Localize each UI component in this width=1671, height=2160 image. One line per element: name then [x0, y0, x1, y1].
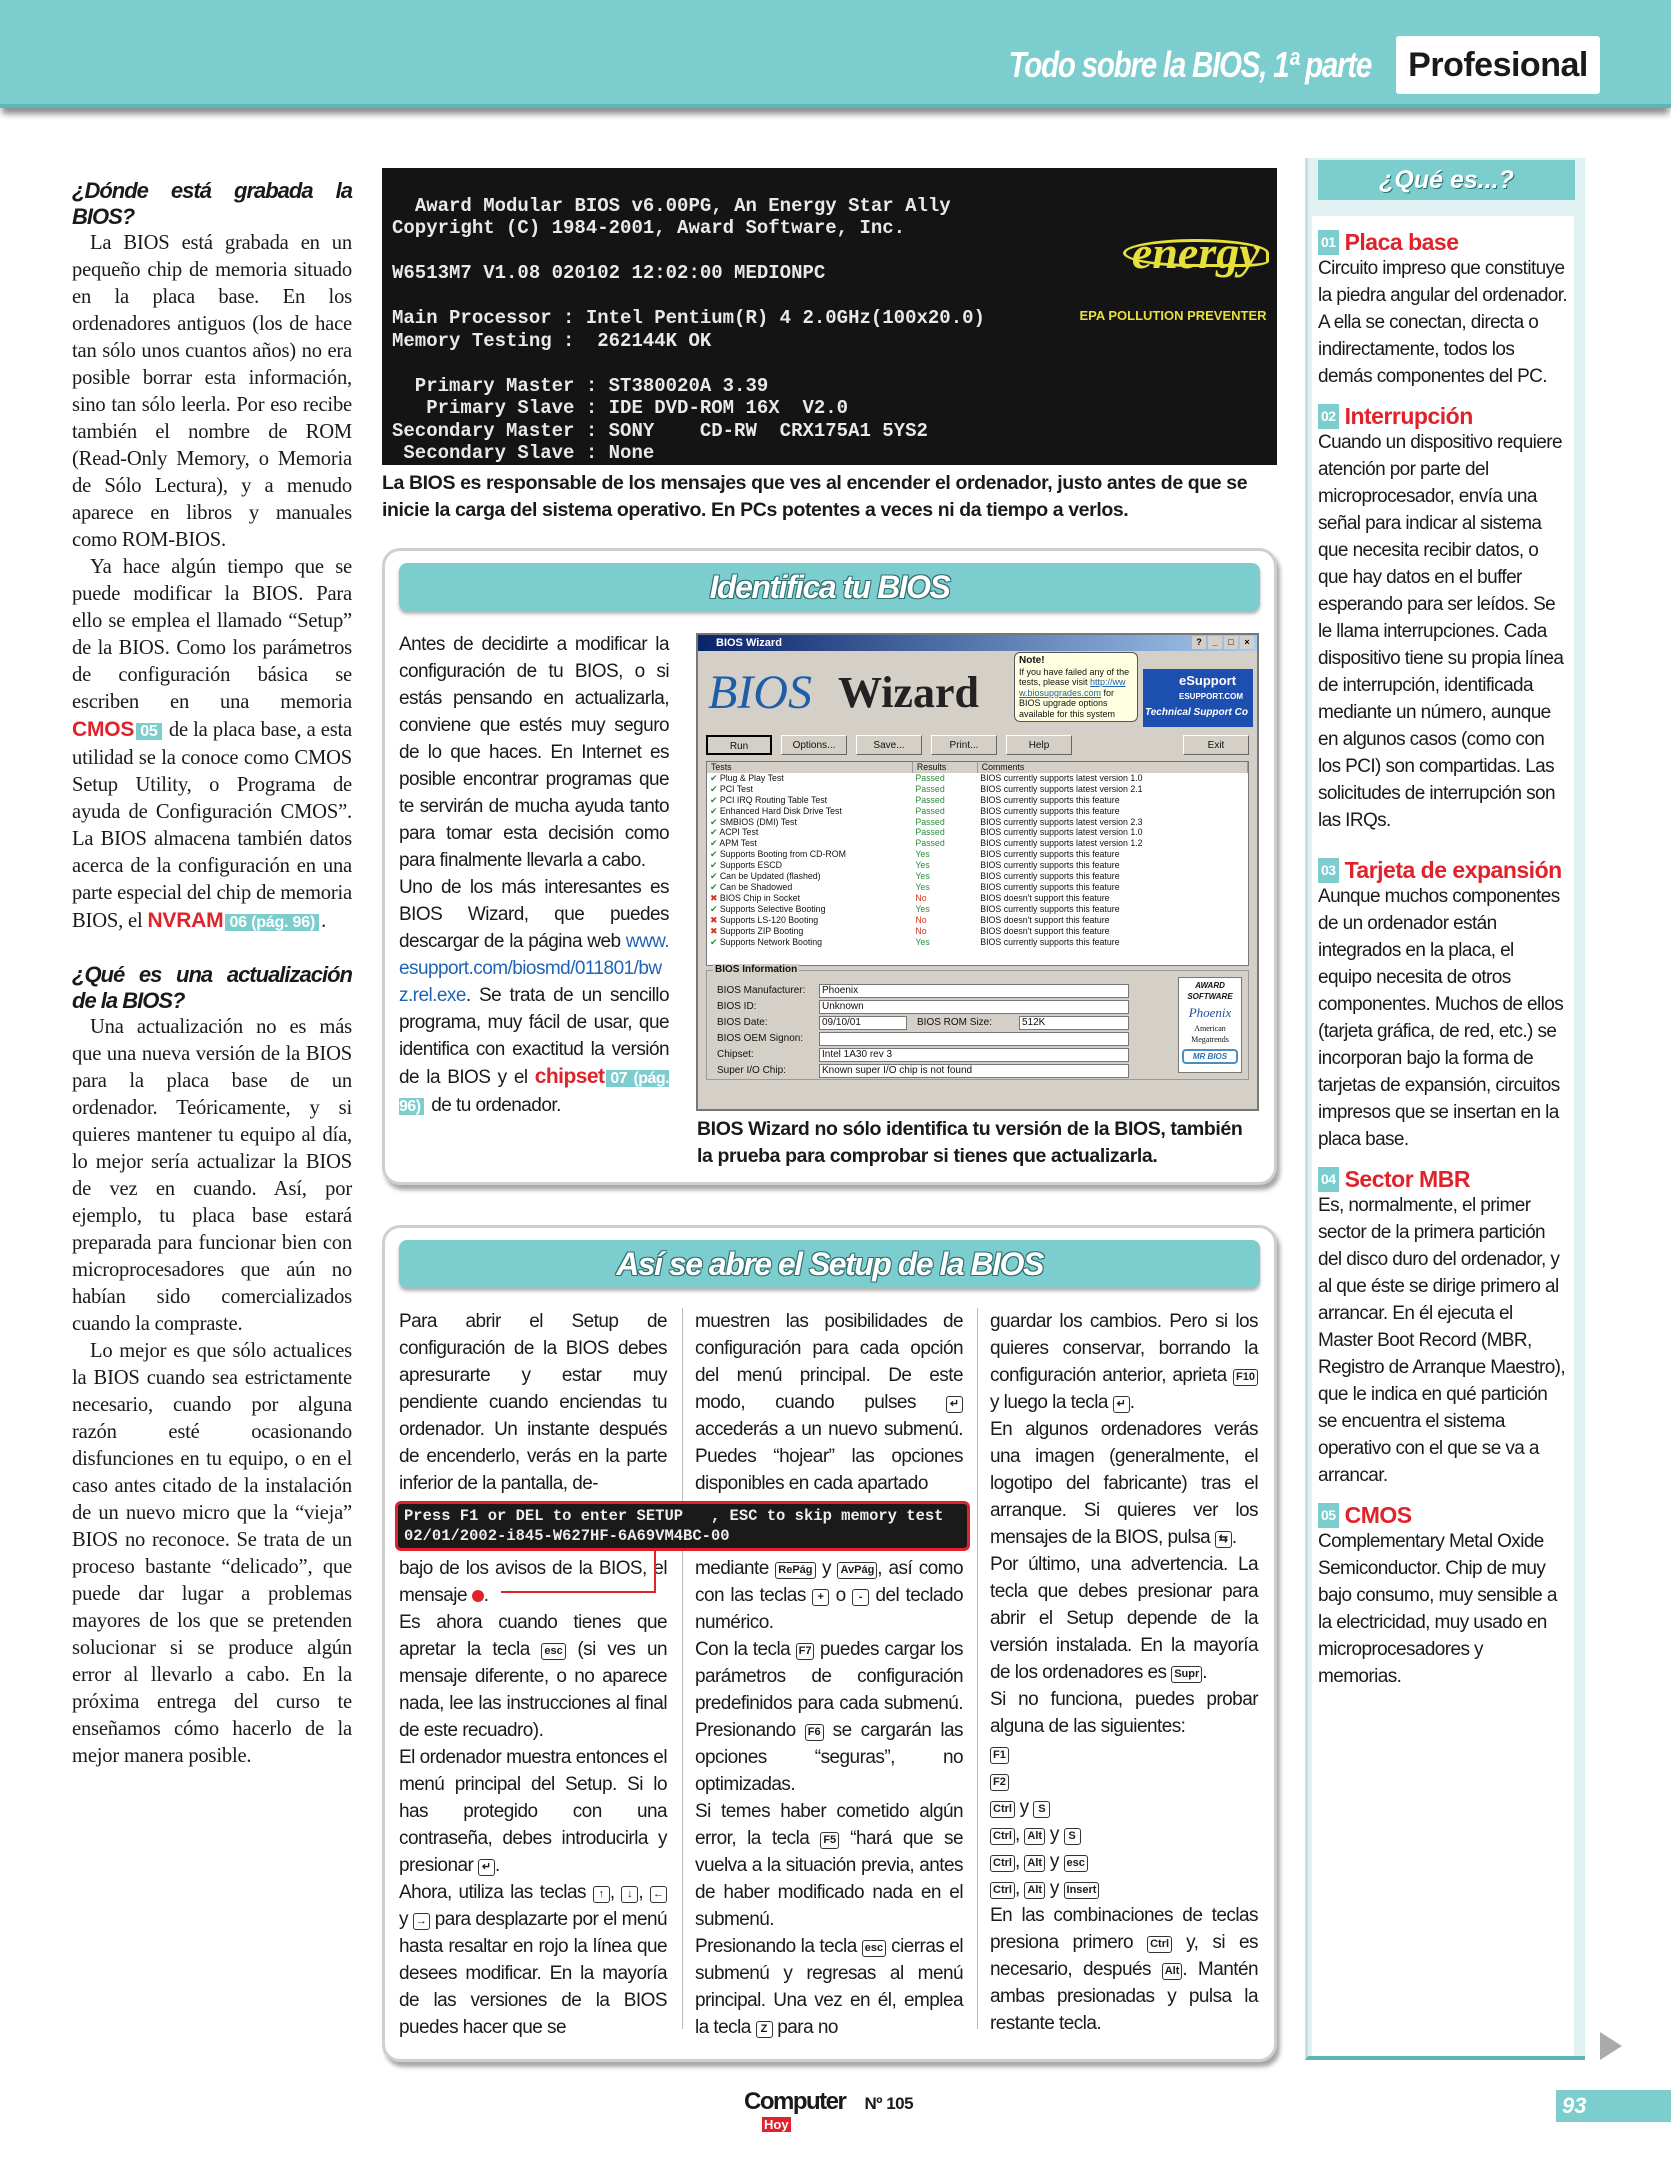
term-definition: Complementary Metal Oxide Semiconductor. Chip de muy bajo consumo, muy sensible a la electricidad, muy usado en microprocesadores y memorias. — [1318, 1531, 1557, 1687]
key-icon: Ctrl — [990, 1801, 1015, 1818]
text: y, si es necesario, después — [990, 1932, 1259, 1980]
text: Si no funciona, puedes probar alguna de las siguientes: — [990, 1689, 1258, 1737]
key-icon: S — [1064, 1828, 1081, 1845]
text: Si temes haber cometido algún error, la tecla — [695, 1801, 963, 1849]
key-icon: esc — [1064, 1855, 1088, 1872]
section-badge: Profesional — [1396, 36, 1600, 94]
text: Con la tecla — [695, 1639, 796, 1660]
paragraph — [695, 1555, 963, 1636]
text: . Mantén ambas presionadas y pulsa la restante tecla. — [990, 1959, 1258, 2034]
table-row[interactable]: ✔ Supports Booting from CD-ROM Yes BIOS currently supports this feature — [710, 849, 1120, 860]
next-page-arrow-icon — [1600, 2032, 1622, 2060]
print-button[interactable]: Print... — [931, 735, 997, 755]
table-row[interactable]: ✔ Supports Selective Booting Yes BIOS currently supports this feature — [710, 903, 1120, 914]
term-name: Placa base — [1344, 229, 1459, 255]
glossary-ref-badge: 06 (pág. 96) — [225, 914, 319, 931]
text: (si ves un mensaje diferente, o no aparece nada, lee las instrucciones al final de este recuadro). — [399, 1639, 667, 1741]
wizard-caption: BIOS Wizard no sólo identifica tu versión de la BIOS, también la prueba para comprobar si tienes que actualizarla. — [697, 1118, 1243, 1167]
glossary-ref-badge: 07 (pág. 96) — [399, 1070, 669, 1115]
text: . — [1231, 1527, 1237, 1548]
key-icon: RePág — [775, 1562, 815, 1579]
text: se cargarán las opciones “seguras”, no optimizadas. — [695, 1720, 963, 1795]
key-icon: F5 — [820, 1832, 839, 1849]
text: . Se trata de un sencillo programa, muy fácil de usar, que identifica con exactitud la versión de la BIOS y el — [399, 985, 669, 1088]
bios-screen-caption: La BIOS es responsable de los mensajes que ves al encender el ordenador, justo antes de que se inicie la carga del sistema operativo. En PCs potentes a veces ni da tiempo a verlos. — [382, 472, 1248, 521]
super-io-field[interactable]: Known super I/O chip is not found — [819, 1064, 1129, 1078]
text: “hará que se vuelva a la situación previa, antes de haber modificado nada en el submenú. — [695, 1828, 963, 1930]
paragraph — [695, 1636, 963, 1798]
table-row[interactable]: ✔ Plug & Play Test Passed BIOS currently supports latest version 1.0 — [710, 772, 1143, 783]
key-icon: F6 — [805, 1724, 824, 1741]
text: para desplazarte por el menú hasta resaltar en rojo la línea que desees modificar. En la mayoría de las versiones de la BIOS puedes hacer que se — [399, 1909, 667, 2038]
check-icon: ✔ — [710, 783, 718, 794]
key-icon: ← — [650, 1886, 667, 1903]
paragraph — [990, 1308, 1258, 1416]
check-icon: ✔ — [710, 816, 718, 827]
text: Una actualización no es más que una nueva versión de la BIOS para la placa base de un ordenador. Teóricamente, y si quieres mantener tu equipo al día, lo mejor sería actualizar la BIOS de vez en cuando. Así, por ejemplo, tu placa base estará preparada para funcionar bien con microprocesadores que aún no habían sido comercializados cuando la compraste. — [72, 1016, 352, 1335]
key-icon: Alt — [1024, 1828, 1045, 1845]
paragraph — [399, 1744, 667, 1879]
text: Antes de decidirte a modificar la configuración de tu BIOS, o si estás pensando en actualizarla, conviene que estés muy seguro de lo que haces. En Internet es posible encontrar programas que te servirán de mucha ayuda tanto para tomar esta decisión como para finalmente llevarla a cabo. — [399, 634, 669, 871]
left-column — [72, 172, 352, 1770]
check-icon: ✔ — [710, 849, 718, 860]
check-icon: ✔ — [710, 903, 718, 914]
table-row[interactable]: ✔ Enhanced Hard Disk Drive Test Passed BIOS currently supports this feature — [710, 805, 1120, 816]
check-icon: ✔ — [710, 794, 718, 805]
save-button[interactable]: Save... — [856, 735, 922, 755]
text: Ahora, utiliza las teclas — [399, 1882, 593, 1903]
check-icon: ✔ — [710, 772, 718, 783]
key-icon: Insert — [1064, 1882, 1100, 1899]
table-row[interactable]: ✔ Can be Shadowed Yes BIOS currently supports this feature — [710, 881, 1120, 892]
key-icon: → — [413, 1913, 430, 1930]
bios-vendor-logos: AWARD SOFTWARE Phoenix American Megatrends MR BIOS — [1178, 977, 1242, 1073]
minimize-button[interactable]: _ — [1208, 636, 1222, 649]
key-icon: ↵ — [478, 1859, 495, 1876]
text: . — [483, 1585, 489, 1606]
bios-wizard-window — [696, 633, 1259, 1111]
bios-id-field[interactable]: Unknown — [819, 1000, 1129, 1014]
term-number: 05 — [1318, 1503, 1339, 1528]
sidebar-title: ¿Qué es...? — [1318, 160, 1575, 200]
glossary-item — [1318, 858, 1568, 1153]
note-tooltip: Note! If you have failed any of the tests, please visit http://www.biosupgrades.com for BIOS upgrade options available for this system — [1014, 652, 1138, 722]
text: En las combinaciones de teclas presiona primero — [990, 1905, 1258, 1953]
paragraph — [990, 1686, 1258, 1740]
text: , — [1014, 1851, 1025, 1872]
paragraph — [695, 1933, 963, 2041]
term-definition: Es, normalmente, el primer sector de la primera partición del disco duro del ordenador, y al que éste se dirige primero al arrancar. En él ejecuta el Master Boot Record (MBR, Registro de Arranque Maestro), que le indica en qué partición se encuentra el sistema operativo con el que se va a arrancar. — [1318, 1195, 1566, 1486]
biosupgrades-link[interactable]: http://www.biosupgrades.com — [1019, 677, 1126, 698]
text: . — [321, 910, 327, 932]
text: y — [815, 1558, 838, 1579]
bios-oem-field[interactable] — [819, 1032, 1129, 1046]
check-icon: ✔ — [710, 936, 718, 947]
term-number: 01 — [1318, 230, 1339, 255]
cross-icon: ✖ — [710, 914, 718, 925]
check-icon: ✔ — [710, 805, 718, 816]
text: . — [1129, 1392, 1135, 1413]
maximize-button[interactable]: □ — [1224, 636, 1238, 649]
paragraph — [399, 874, 669, 1120]
paragraph — [990, 1821, 1258, 1848]
column-divider — [682, 1308, 683, 2029]
text: , así como con las teclas — [695, 1558, 963, 1606]
column-divider — [977, 1308, 978, 2029]
paragraph — [399, 1609, 667, 1744]
text: . — [495, 1855, 500, 1876]
check-icon: ✔ — [710, 881, 718, 892]
term-definition: Cuando un dispositivo requiere atención por parte del microprocesador, envía una señal para indicar al sistema que necesita recibir datos, o que hay datos en el buffer esperando para ser leídos. Se le llama interrupciones. Cada dispositivo tiene su propia línea de interrupción, identificada mediante un número, aunque en algunos casos (como con los PCI) son compartidas. Las solicitudes de interrupción son las IRQs. — [1318, 432, 1564, 831]
identify-bios-box — [382, 548, 1277, 1185]
key-icon: Alt — [1024, 1855, 1045, 1872]
wizard-banner: BIOS Wizard Note! If you have failed any of the tests, please visit http://www.biosupgrades.com for BIOS upgrade options available for this system eSupport ESUPPORT.COM Technical Support Co — [698, 651, 1257, 731]
key-icon: F1 — [990, 1747, 1009, 1764]
text: Uno de los más interesantes es BIOS Wizard, que puedes descargar de la página web — [399, 877, 669, 952]
key-icon: Alt — [1162, 1963, 1183, 1980]
glossary-term: NVRAM — [147, 909, 224, 932]
text-column-1 — [399, 1308, 667, 2041]
key-icon: F2 — [990, 1774, 1009, 1791]
bios-rom-size-field[interactable]: 512K — [1019, 1016, 1129, 1030]
table-row[interactable]: ✔ SMBIOS (DMI) Test Passed BIOS currently supports latest version 2.3 — [710, 816, 1143, 827]
paragraph — [399, 631, 669, 874]
paragraph — [695, 1798, 963, 1933]
energy-star-logo: energy EPA POLLUTION PREVENTER — [1073, 182, 1273, 312]
text: Para abrir el Setup de configuración de la BIOS debes apresurarte y estar muy pendiente cuando enciendas tu ordenador. Un instante después de encenderlo, verás en la parte inferior de la pantalla, de- — [399, 1311, 667, 1494]
wizard-toolbar — [698, 731, 1257, 757]
paragraph — [990, 1416, 1258, 1551]
help-button[interactable]: Help — [1006, 735, 1072, 755]
issue-number: Nº 105 — [864, 2094, 914, 2113]
cross-icon: ✖ — [710, 925, 718, 936]
text: Ya hace algún tiempo que se puede modificar la BIOS. Para ello se emplea el llamado “Setup” de la BIOS. Como los parámetros de configuración básica se escriben en una memoria — [72, 556, 352, 713]
key-icon: ↵ — [1113, 1396, 1130, 1413]
run-button[interactable]: Run — [706, 735, 772, 755]
glossary-item — [1318, 230, 1568, 390]
key-icon: Alt — [1024, 1882, 1045, 1899]
key-icon: ↓ — [621, 1886, 638, 1903]
term-name: Interrupción — [1344, 403, 1473, 429]
term-number: 03 — [1318, 858, 1339, 883]
paragraph — [72, 1014, 352, 1338]
paragraph — [399, 1308, 667, 1497]
check-icon: ✔ — [710, 827, 718, 838]
term-definition: Aunque muchos componentes de un ordenador están integrados en la placa, el equipo necesita de otros componentes. Muchos de ellos (tarjeta gráfica, de red, etc.) se incorporan bajo la forma de tarjetas de expansión, circuitos impresos que se insertan en la placa base. — [1318, 886, 1564, 1150]
bios-date-field[interactable]: 09/10/01 — [819, 1016, 907, 1030]
text: o — [829, 1585, 853, 1606]
text: y — [399, 1909, 413, 1930]
glossary-ref-badge: 05 — [136, 723, 161, 740]
check-icon: ✔ — [710, 871, 718, 882]
magazine-logo: Computer Hoy Nº 105 — [744, 2088, 914, 2132]
key-icon: - — [852, 1589, 869, 1606]
text-column-3 — [990, 1308, 1258, 2037]
text: y — [1045, 1878, 1064, 1899]
text: y — [1045, 1851, 1064, 1872]
box-title: Así se abre el Setup de la BIOS — [399, 1240, 1260, 1288]
text: y luego la tecla — [990, 1392, 1113, 1413]
text: En algunos ordenadores verás una imagen (generalmente, el logotipo del fabricante) tras el arranque. Si quieres ver los mensajes de la BIOS, pulsa — [990, 1419, 1258, 1548]
text: El ordenador muestra entonces el menú principal del Setup. Si lo has protegido con una contraseña, debes introducirla y presionar — [399, 1747, 667, 1876]
text: puedes cargar los parámetros de configuración predefinidos para cada submenú. Presionando — [695, 1639, 964, 1741]
term-number: 04 — [1318, 1167, 1339, 1192]
text: Presionando la tecla — [695, 1936, 862, 1957]
key-icon: ↑ — [593, 1886, 610, 1903]
paragraph — [990, 1902, 1258, 2037]
key-icon: Ctrl — [990, 1882, 1015, 1899]
glossary-sidebar — [1305, 158, 1585, 2060]
table-row[interactable]: ✖ Supports LS-120 Booting No BIOS doesn't support this feature — [710, 914, 1110, 925]
key-icon: esc — [541, 1643, 565, 1660]
article-title: Todo sobre la BIOS, 1ª parte — [1008, 44, 1371, 85]
exit-button[interactable]: Exit — [1183, 735, 1249, 755]
text: y — [1014, 1797, 1034, 1818]
text: , — [638, 1882, 650, 1903]
term-name: Sector MBR — [1344, 1166, 1470, 1192]
paragraph — [695, 1308, 963, 1497]
glossary-item — [1318, 1503, 1568, 1690]
table-row[interactable]: ✖ Supports ZIP Booting No BIOS doesn't support this feature — [710, 925, 1110, 936]
table-row[interactable]: ✔ ACPI Test Passed BIOS currently supports latest version 1.0 — [710, 827, 1143, 838]
table-row[interactable]: ✔ Can be Updated (flashed) Yes BIOS currently supports this feature — [710, 871, 1120, 882]
text: Lo mejor es que sólo actualices la BIOS cuando sea estrictamente necesario, cuando por alguna razón esté ocasionando disfunciones en tu equipo, o en el caso antes citado de la instalación de un nuevo micro que la “vieja” BIOS no reconoce. Se trata de un proceso bastante “delicado”, que puede dar lugar a problemas mayores de los que se pretenden solucionar si se produce algún error al llevarlo a cabo. En la próxima entrega del curso te enseñamos cómo hacerlo de la mejor manera posible. — [72, 1340, 352, 1767]
table-row[interactable]: ✔ Supports Network Booting Yes BIOS currently supports this feature — [710, 936, 1120, 947]
key-icon: Ctrl — [990, 1828, 1015, 1845]
check-icon: ✔ — [710, 838, 718, 849]
key-icon: ↵ — [946, 1396, 963, 1413]
term-number: 02 — [1318, 404, 1339, 429]
term-name: CMOS — [1344, 1502, 1412, 1528]
glossary-item — [1318, 404, 1568, 834]
text: de tu ordenador. — [426, 1095, 561, 1116]
text: del teclado numérico. — [695, 1585, 963, 1633]
paragraph — [990, 1767, 1258, 1794]
check-icon: ✔ — [710, 860, 718, 871]
glossary-term: CMOS — [72, 718, 135, 741]
window-titlebar: BIOS Wizard ? _ □ × — [698, 635, 1257, 651]
key-icon: F10 — [1233, 1369, 1258, 1386]
key-icon: Supr — [1171, 1666, 1202, 1683]
text: cierras el submenú y regresas al menú principal. Una vez en él, emplea la tecla — [695, 1936, 963, 2038]
help-button[interactable]: ? — [1192, 636, 1206, 649]
press-f1-message: Press F1 or DEL to enter SETUP , ESC to skip memory test 02/01/2002-i845-W627HF-6A69VM4BC-00 — [395, 1501, 970, 1551]
key-icon: F7 — [796, 1643, 815, 1660]
table-row[interactable]: ✔ PCI Test Passed BIOS currently supports latest version 2.1 — [710, 783, 1143, 794]
paragraph — [72, 230, 352, 554]
text: Es ahora cuando tienes que apretar la tecla — [399, 1612, 667, 1660]
key-icon: esc — [862, 1940, 886, 1957]
paragraph — [72, 1338, 352, 1770]
glossary-term: chipset — [534, 1065, 605, 1088]
bios-screen-text: Award Modular BIOS v6.00PG, An Energy Star Ally Copyright (C) 1984-2001, Award Software, Inc. W6513M7 V1.08 020102 12:02:00 MEDIONPC Main Processor : Intel Pentium(R) 4 2.0GHz(100x20.0) Memory Testing : 262144K OK Primary Master : ST380020A 3.39 Primary Slave : IDE DVD-ROM 16X V2.0 Secondary Master : SONY CD-RW CRX175A1 5YS2 Secondary Slave : None — [392, 194, 985, 464]
paragraph — [990, 1794, 1258, 1821]
column-comments[interactable]: Comments — [977, 762, 1247, 773]
heading-where-stored: ¿Dónde está grabada la BIOS? — [72, 178, 352, 229]
key-icon: S — [1033, 1801, 1050, 1818]
text: muestren las posibilidades de configuración para cada opción del menú principal. De este modo, cuando pulses — [695, 1311, 963, 1413]
paragraph — [990, 1875, 1258, 1902]
text: , — [1014, 1824, 1025, 1845]
page-number: 93 — [1556, 2090, 1671, 2122]
term-definition: Circuito impreso que constituye la piedra angular del ordenador. A ella se conectan, directa o indirectamente, todos los demás componentes del PC. — [1318, 258, 1568, 387]
box-title: Identifica tu BIOS — [399, 563, 1260, 611]
key-icon: Z — [756, 2021, 773, 2038]
text: , — [609, 1882, 622, 1903]
table-row[interactable]: ✔ Supports ESCD Yes BIOS currently supports this feature — [710, 860, 1120, 871]
box-text — [399, 631, 669, 1120]
table-row[interactable]: ✖ BIOS Chip in Socket No BIOS doesn't support this feature — [710, 892, 1110, 903]
glossary-item — [1318, 1167, 1568, 1489]
key-icon: AvPág — [837, 1562, 877, 1579]
text: para no — [772, 2017, 838, 2038]
paragraph — [990, 1740, 1258, 1767]
chipset-field[interactable]: Intel 1A30 rev 3 — [819, 1048, 1129, 1062]
text: bajo de los avisos de la BIOS, el mensaje — [399, 1558, 667, 1606]
glossary-list — [1312, 216, 1574, 2056]
options-button[interactable]: Options... — [781, 735, 847, 755]
bios-manufacturer-field[interactable]: Phoenix — [819, 984, 1129, 998]
paragraph — [990, 1551, 1258, 1686]
text: guardar los cambios. Pero si los quieres conservar, borrando la configuración anterior, aprieta — [990, 1311, 1258, 1386]
term-name: Tarjeta de expansión — [1344, 857, 1562, 883]
key-icon: Ctrl — [990, 1855, 1015, 1872]
paragraph — [990, 1848, 1258, 1875]
text: de la placa base, a esta utilidad se la conoce como CMOS Setup Utility, o Programa de ayuda de Configuración CMOS”. La BIOS almacena también datos acerca de la configuración en una parte especial del chip de memoria BIOS, el — [72, 719, 352, 932]
paragraph — [72, 554, 352, 936]
text: , — [1014, 1878, 1025, 1899]
text: y — [1045, 1824, 1064, 1845]
cross-icon: ✖ — [710, 892, 718, 903]
paragraph — [399, 1879, 667, 2041]
open-setup-box — [382, 1225, 1277, 2062]
tests-list[interactable] — [706, 761, 1249, 966]
bios-boot-screen — [382, 168, 1277, 465]
table-row[interactable]: ✔ PCI IRQ Routing Table Test Passed BIOS currently supports this feature — [710, 794, 1120, 805]
column-results[interactable]: Results — [912, 762, 977, 773]
table-row[interactable]: ✔ APM Test Passed BIOS currently supports latest version 1.2 — [710, 838, 1143, 849]
download-link[interactable]: www.esupport.com/biosmd/011801/bwz.rel.exe — [399, 931, 669, 1006]
heading-update: ¿Qué es una actualización de la BIOS? — [72, 962, 352, 1013]
text: La BIOS está grabada en un pequeño chip de memoria situado en la placa base. En los ordenadores antiguos (los de hace tan sólo unos cuantos años) no era posible borrar esta información, sino tan sólo leerla. Por eso recibe también el nombre de ROM (Read-Only Memory, o Memoria de Sólo Lectura), y a menudo aparece en libros y manuales como ROM-BIOS. — [72, 232, 352, 551]
text: Por último, una advertencia. La tecla que debes presionar para abrir el Setup depende de la versión instalada. En la mayoría de los ordenadores es — [990, 1554, 1258, 1683]
callout-line — [501, 1551, 656, 1593]
key-icon: + — [812, 1589, 829, 1606]
text: . — [1202, 1662, 1207, 1683]
callout-dot-icon — [472, 1590, 484, 1602]
close-button[interactable]: × — [1240, 636, 1254, 649]
text: mediante — [695, 1558, 776, 1579]
key-icon: Ctrl — [1147, 1936, 1172, 1953]
esupport-logo: eSupport ESUPPORT.COM Technical Support Co — [1143, 669, 1253, 727]
column-tests[interactable]: Tests — [707, 762, 912, 773]
key-icon: ⇆ — [1215, 1531, 1232, 1548]
page-header — [0, 0, 1671, 108]
text: accederás a un nuevo submenú. Puedes “hojear” las opciones disponibles en cada apartado — [695, 1419, 963, 1494]
text-column-2 — [695, 1308, 963, 2041]
bios-information-group: BIOS Information BIOS Manufacturer: Phoenix BIOS ID: Unknown BIOS Date: 09/10/01 BIOS ROM Size: 512K BIOS OEM Signon: Chipset: Intel 1A30 rev 3 Super I/O Chip: Known super I/O chip is not found AWARD SOFTWARE Phoenix American Megatrends MR BIOS — [706, 970, 1249, 1080]
